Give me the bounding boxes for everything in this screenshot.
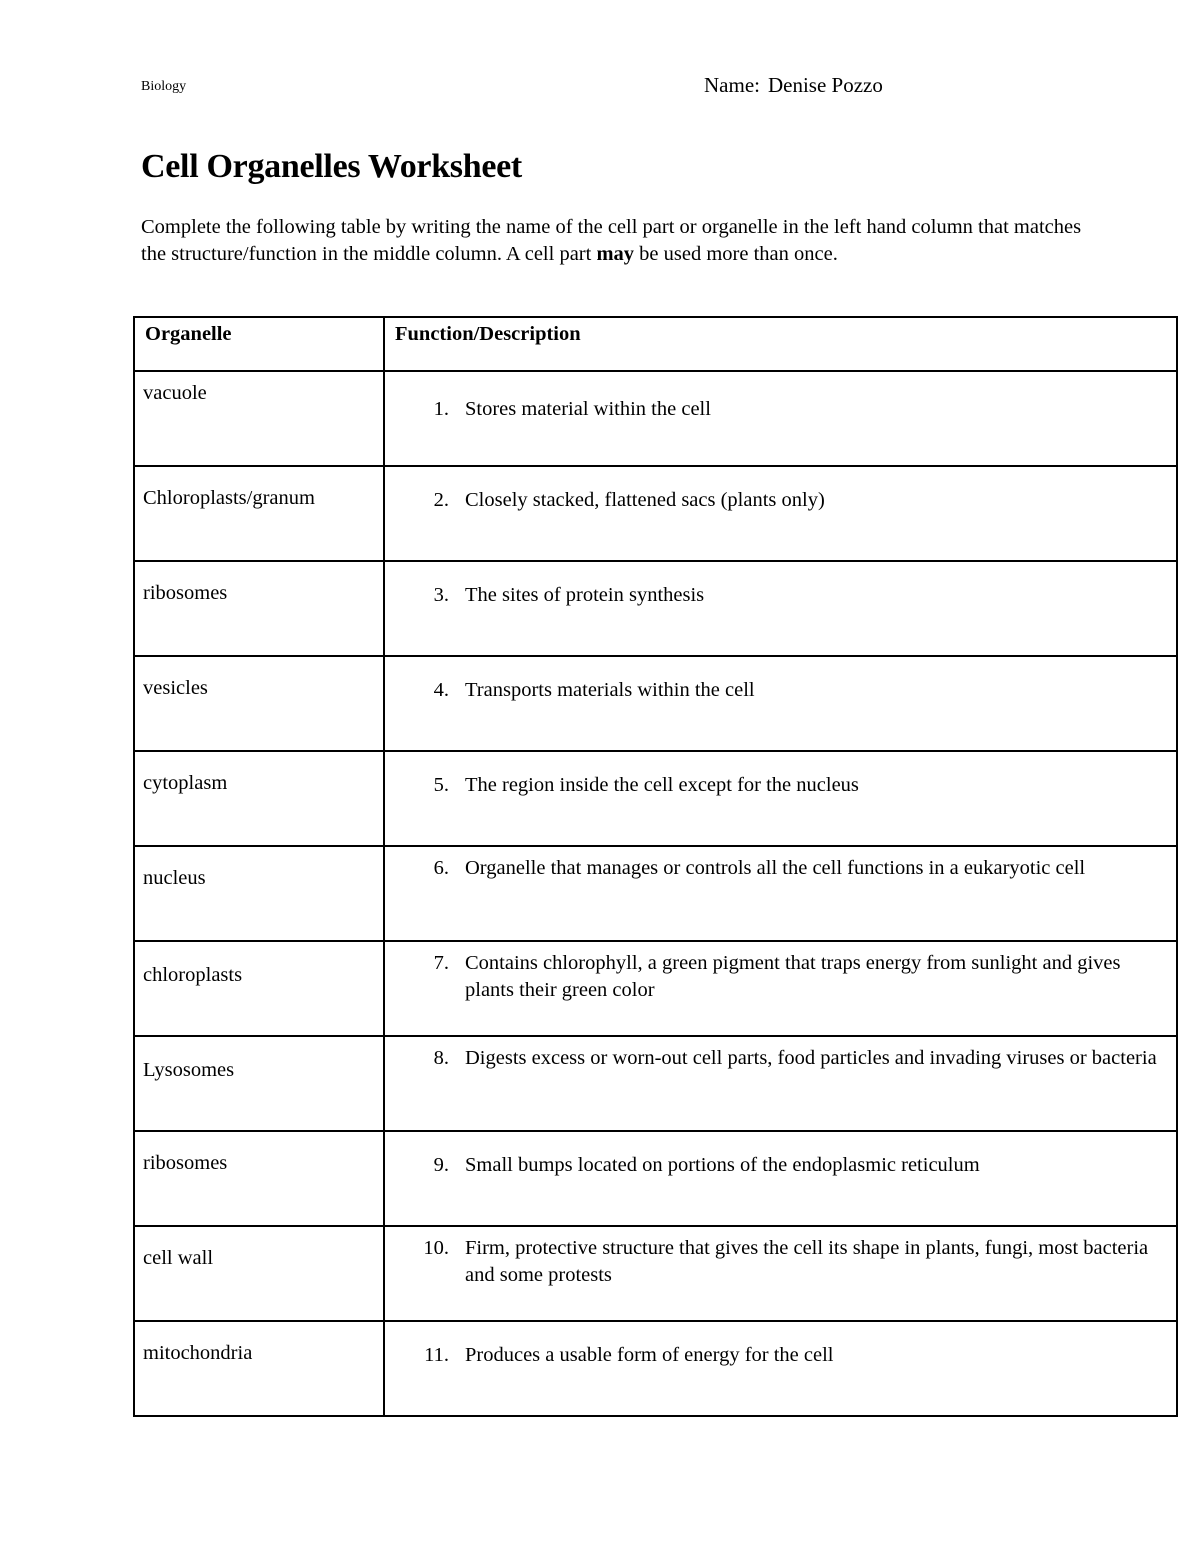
organelle-answer: nucleus <box>143 867 206 889</box>
instructions-text-end: be used more than once. <box>634 243 838 265</box>
function-description: Transports materials within the cell <box>465 679 755 701</box>
item-number: 6. <box>433 857 449 879</box>
function-cell <box>384 1226 1177 1321</box>
table-header-row <box>134 317 1177 371</box>
organelle-cell[interactable] <box>134 1131 384 1226</box>
organelle-cell[interactable] <box>134 1036 384 1131</box>
organelle-cell[interactable] <box>134 1321 384 1416</box>
function-description: Organelle that manages or controls all the cell functions in a eukaryotic cell <box>465 857 1086 879</box>
function-description: Small bumps located on portions of the endoplasmic reticulum <box>465 1154 980 1176</box>
function-description: The sites of protein synthesis <box>465 584 705 606</box>
organelle-answer: mitochondria <box>143 1342 253 1364</box>
function-description: Produces a usable form of energy for the cell <box>465 1344 834 1366</box>
student-name-line <box>704 73 883 98</box>
organelle-cell[interactable] <box>134 656 384 751</box>
organelle-answer: vesicles <box>143 677 208 699</box>
function-item <box>385 372 1176 423</box>
function-item <box>385 752 1176 799</box>
item-number: 7. <box>433 952 449 974</box>
function-item <box>385 1227 1176 1289</box>
organelle-cell[interactable] <box>134 371 384 466</box>
function-description: Closely stacked, flattened sacs (plants only) <box>465 489 825 511</box>
table-row <box>134 846 1177 941</box>
table-row <box>134 656 1177 751</box>
page-title: Cell Organelles Worksheet <box>141 148 522 185</box>
item-number: 8. <box>433 1047 449 1069</box>
table-row <box>134 751 1177 846</box>
item-number: 3. <box>433 584 449 606</box>
table-row <box>134 371 1177 466</box>
item-number: 4. <box>433 679 449 701</box>
name-label: Name: <box>704 73 760 97</box>
function-cell <box>384 371 1177 466</box>
function-cell <box>384 466 1177 561</box>
function-cell <box>384 751 1177 846</box>
table-row <box>134 466 1177 561</box>
organelle-answer: Chloroplasts/granum <box>143 487 315 509</box>
table-row <box>134 561 1177 656</box>
function-description: Firm, protective structure that gives the cell its shape in plants, fungi, most bacteria and some protests <box>465 1237 1149 1286</box>
function-item <box>385 1322 1176 1369</box>
organelle-answer: cell wall <box>143 1247 214 1269</box>
organelle-answer: Lysosomes <box>143 1059 235 1081</box>
function-cell <box>384 1131 1177 1226</box>
subject-label: Biology <box>141 79 187 94</box>
function-description: Stores material within the cell <box>465 398 711 420</box>
function-cell <box>384 656 1177 751</box>
function-item <box>385 847 1176 882</box>
function-item <box>385 467 1176 514</box>
instructions-text-start: Complete the following table by writing the name of the cell part or organelle in the left hand column that matches the structure/function in the middle column. A cell part <box>141 216 1082 265</box>
organelle-cell[interactable] <box>134 751 384 846</box>
table-row <box>134 1036 1177 1131</box>
function-cell <box>384 1321 1177 1416</box>
function-item <box>385 1132 1176 1179</box>
item-number: 1. <box>433 398 449 420</box>
item-number: 10. <box>423 1237 449 1259</box>
function-cell <box>384 561 1177 656</box>
organelles-table <box>133 316 1178 1417</box>
function-column-header: Function/Description <box>384 317 1177 371</box>
organelle-answer: cytoplasm <box>143 772 228 794</box>
table-row <box>134 1321 1177 1416</box>
table-row <box>134 941 1177 1036</box>
function-item <box>385 1037 1176 1072</box>
organelle-cell[interactable] <box>134 846 384 941</box>
organelle-column-header: Organelle <box>134 317 384 371</box>
function-description: Contains chlorophyll, a green pigment that traps energy from sunlight and gives plants their green color <box>465 952 1121 1001</box>
organelle-answer: vacuole <box>143 382 207 404</box>
instructions-emphasis: may <box>596 243 635 265</box>
organelle-answer: ribosomes <box>143 582 228 604</box>
item-number: 9. <box>433 1154 449 1176</box>
item-number: 5. <box>433 774 449 796</box>
table-row <box>134 1131 1177 1226</box>
organelle-cell[interactable] <box>134 466 384 561</box>
table-body <box>134 371 1177 1416</box>
function-item <box>385 562 1176 609</box>
function-item <box>385 657 1176 704</box>
item-number: 11. <box>424 1344 449 1366</box>
function-cell <box>384 846 1177 941</box>
function-cell <box>384 941 1177 1036</box>
organelle-cell[interactable] <box>134 941 384 1036</box>
instructions <box>141 214 1101 268</box>
item-number: 2. <box>433 489 449 511</box>
table-row <box>134 1226 1177 1321</box>
organelle-answer: chloroplasts <box>143 964 243 986</box>
student-name: Denise Pozzo <box>767 73 883 97</box>
organelle-cell[interactable] <box>134 1226 384 1321</box>
function-cell <box>384 1036 1177 1131</box>
function-item <box>385 942 1176 1004</box>
organelle-cell[interactable] <box>134 561 384 656</box>
function-description: Digests excess or worn-out cell parts, food particles and invading viruses or bacteria <box>465 1047 1157 1069</box>
function-description: The region inside the cell except for the nucleus <box>465 774 859 796</box>
organelle-answer: ribosomes <box>143 1152 228 1174</box>
